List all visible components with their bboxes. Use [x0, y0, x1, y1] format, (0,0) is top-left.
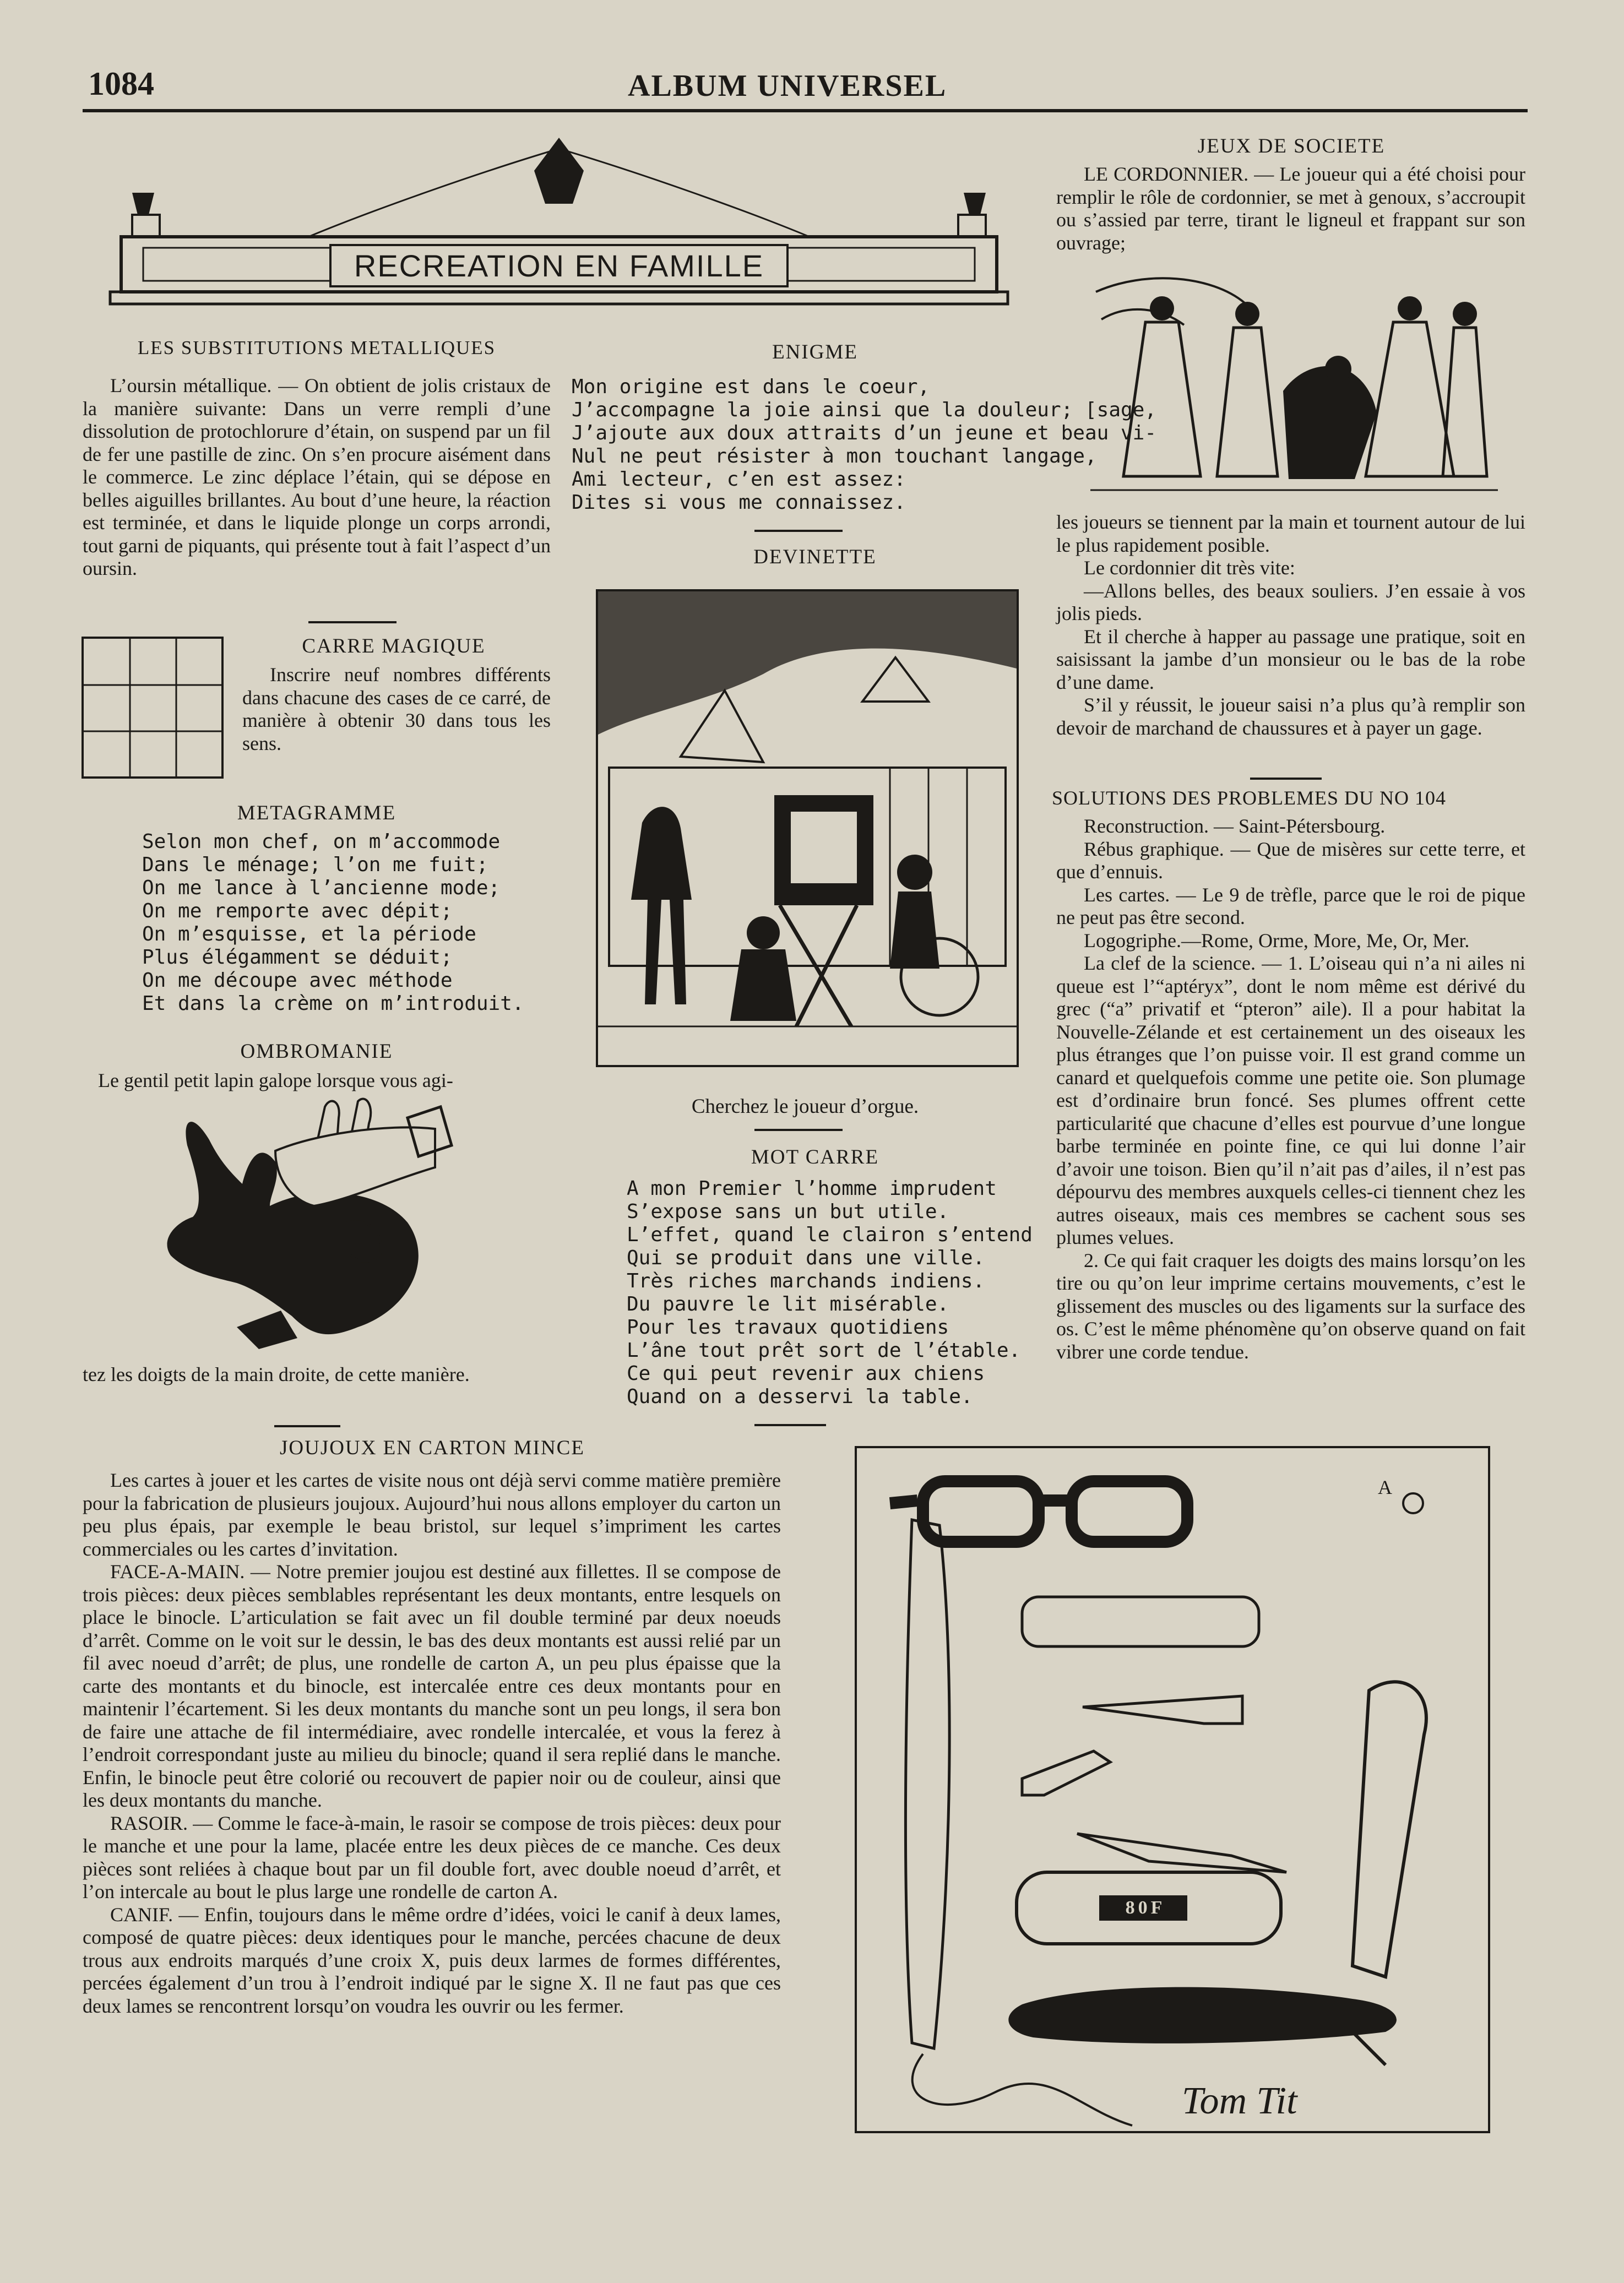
- knife-label: 80F: [1125, 1898, 1166, 1918]
- jeux-paragraph: —Allons belles, des beaux souliers. J’en essaie à vos jolis pieds.: [1056, 579, 1525, 624]
- solution-paragraph: Rébus graphique. — Que de misères sur cette terre, et que d’ennuis.: [1056, 838, 1525, 883]
- solution-paragraph: Reconstruction. — Saint-Pétersbourg.: [1084, 815, 1386, 837]
- rabbit-shadow: [149, 1096, 479, 1360]
- solution-paragraph: Logogriphe.—Rome, Orme, More, Me, Or, Mer.: [1084, 929, 1470, 952]
- journal-title: ALBUM UNIVERSEL: [628, 69, 947, 103]
- solutions-text: [1056, 815, 1525, 1363]
- magic-square-text: Inscrire neuf nombres différents dans chacune des cases de ce carré, de manière à obtenir 30 dans tous les sens.: [242, 664, 551, 754]
- substitutions-title: LES SUBSTITUTIONS METALLIQUES: [137, 337, 496, 358]
- separator: [754, 1129, 843, 1131]
- joujoux-paragraph: CANIF. — Enfin, toujours dans le même ordre d’idées, voici le canif à deux lames, composé de quatre pièces: deux identiques pour le manche, percées chacune de deux trous aux endroits marqués d’une croix X, puis deux larmes de formes différentes, percées également d’un trou à l’endroit indiqué par le signe X. Il ne faut pas que ces deux lames se rencontrent lorsqu’on voudra les ouvrir ou les fermer.: [83, 1903, 781, 2017]
- ombromanie-text-after: tez les doigts de la main droite, de cette manière.: [83, 1363, 470, 1385]
- mot-carre-verse: A mon Premier l’homme imprudent S’expose sans un but utile. L’effet, quand le clairon s’entend Qui se produit dans une ville. Très riches marchands indiens. Du pauvre le lit misérable. Pour les travaux quotidiens L’âne tout prêt sort de l’étable. Ce qui peut revenir aux chiens Quand on a desservi la table.: [627, 1177, 1033, 1408]
- separator: [754, 1424, 826, 1426]
- banner-title: RECREATION EN FAMILLE: [354, 248, 764, 283]
- joujoux-title: JOUJOUX EN CARTON MINCE: [280, 1437, 585, 1459]
- separator: [274, 1425, 340, 1427]
- jeux-text-bottom: [1056, 511, 1525, 740]
- cordonnier-paragraph: LE CORDONNIER. — Le joueur qui a été choisi pour remplir le rôle de cordonnier, se met à genoux, s’accroupit ou s’assied par terre, tirant le ligneul et frappant sur son ouvrage;: [1056, 163, 1525, 254]
- jeux-paragraph: Et il cherche à happer au passage une pratique, soit en saisissant la jambe d’un monsieur ou le bas de la robe d’une dame.: [1056, 625, 1525, 693]
- organ-grinder-illustration: [596, 589, 1019, 1067]
- banner-frame: [99, 127, 1019, 314]
- devinette-title: DEVINETTE: [753, 546, 877, 568]
- organ-grinder-scene: [598, 591, 1017, 1065]
- solution-paragraph: La clef de la science. — 1. L’oiseau qui n’a ni ailes ni queue est l’“aptéryx”, dont le nom même est dérivé du grec (“a” privatif et “pteron” aile). Il a pour habitat la Nouvelle-Zélande et est certainement un des oiseaux les plus étranges que l’on puisse voir. Il est grand comme un canard et quelquefois comme une petite oie. Son plumage est d’ordinaire brun foncé. Ses plumes offrent cette particularité que chacune d’elles est pourvue d’une longue barbe terminée en pointe fine, ce qui lui donne l’air d’avoir une toison. Bien qu’il n’ait pas d’ailes, il n’est pas dépourvu des membres auxquels celles-ci tiennent chez les autres oiseaux, mais ces membres se cachent sous ses plumes velues.: [1056, 952, 1525, 1248]
- solutions-title: SOLUTIONS DES PROBLEMES DU NO 104: [1052, 787, 1447, 809]
- solution-paragraph: 2. Ce qui fait craquer les doigts des mains lorsqu’on les tire ou qu’on leur imprime certains mouvements, c’est le glissement des muscles ou des ligaments sur la surface des os. C’est le même phénomène qu’on observe quand on fait vibrer une corde tendue.: [1056, 1249, 1525, 1363]
- ombromanie-title: OMBROMANIE: [240, 1040, 393, 1063]
- cardboard-toys-illustration: [855, 1446, 1490, 2133]
- joujoux-paragraph: Les cartes à jouer et les cartes de visite nous ont déjà servi comme matière première pour la fabrication de plusieurs joujoux. Aujourd’hui nous allons employer du carton un peu plus épais, par exemple le beau bristol, sur lequel s’impriment les cartes commerciales ou les cartes d’invitation.: [83, 1469, 781, 1560]
- jeux-title: JEUX DE SOCIETE: [1197, 135, 1386, 157]
- enigme-verse: Mon origine est dans le coeur, J’accompagne la joie ainsi que la douleur; [sage, J’ajoute aux doux attraits d’un jeune et beau vi- Nul ne peut résister à mon touchant langage, Ami lecteur, c’en est assez: Dites si vous me connaissez.: [572, 376, 1157, 514]
- magic-square-grid-lines: [82, 637, 224, 779]
- recreation-banner: [99, 127, 1019, 314]
- separator: [754, 530, 843, 532]
- separator: [1250, 778, 1322, 780]
- enigme-title: ENIGME: [772, 341, 858, 363]
- jeux-paragraph: S’il y réussit, le joueur saisi n’a plus qu’à remplir son devoir de marchand de chaussures et à payer un gage.: [1056, 694, 1525, 739]
- jeux-paragraph: les joueurs se tiennent par la main et tournent autour de lui le plus rapidement posible.: [1056, 511, 1525, 556]
- cordonnier-illustration: [1079, 270, 1503, 501]
- page-number: 1084: [88, 66, 154, 102]
- artist-signature: Tom Tit: [1182, 2080, 1297, 2122]
- metagramme-verse: Selon mon chef, on m’accommode Dans le ménage; l’on me fuit; On me lance à l’ancienne mode; On me remporte avec dépit; On m’esquisse, et la période Plus élégamment se déduit; On me découpe avec méthode Et dans la crème on m’introduit.: [142, 830, 524, 1015]
- joujoux-paragraph: FACE-A-MAIN. — Notre premier joujou est destiné aux fillettes. Il se compose de trois pièces: deux pièces semblables représentant les deux montants, entre lesquels on place le binocle. L’articulation se fait avec un fil double terminé par deux noeuds d’arrêt. Comme on le voit sur le dessin, le bas des deux montants est aussi relié par un fil avec noeud d’arrêt; de plus, une rondelle de carton A, un peu plus épaisse que la carte des montants et du binocle, est intercalée entre ces deux montants pour en maintenir l’écartement. Si les deux montants du manche sont un peu longs, il sera bon de faire une attache de fil intermédiaire, avec rondelle intercalée, et vous la ferez à l’endroit correspondant juste au milieu du binocle; quand il sera replié dans le manche. Enfin, le binocle peut être colorié ou recouvert de papier noir ou de couleur, ainsi que les deux montants du manche.: [83, 1561, 781, 1811]
- metagramme-title: METAGRAMME: [237, 802, 397, 824]
- joujoux-paragraph: RASOIR. — Comme le face-à-main, le rasoir se compose de trois pièces: deux pour le manche et une pour la lame, placée entre les deux pièces de ce manche. Ces deux pièces sont reliées à chaque bout par un fil double fort, avec double noeud d’arrêt, et l’on intercale au bout le plus large une rondelle de carton A.: [83, 1812, 781, 1902]
- separator: [308, 621, 397, 623]
- rondelle-label-a: A: [1378, 1476, 1392, 1498]
- solution-paragraph: Les cartes. — Le 9 de trèfle, parce que le roi de pique ne peut pas être second.: [1056, 883, 1525, 928]
- cordonnier-scene: [1079, 270, 1503, 501]
- jeux-paragraph: Le cordonnier dit très vite:: [1084, 557, 1295, 579]
- mot-carre-title: MOT CARRE: [751, 1146, 879, 1168]
- magic-square-title: CARRE MAGIQUE: [302, 635, 486, 657]
- magic-square-grid: [82, 637, 224, 779]
- cardboard-toys-drawing: [857, 1448, 1488, 2131]
- substitutions-text: L’oursin métallique. — On obtient de jolis cristaux de la manière suivante: Dans un verre rempli d’une dissolution de protochlorure d’étain, on suspend par un fil de fer une pastille de zinc. On s’en procure aisément dans le commerce. Le zinc déplace l’étain, qui se dépose en belles aiguilles brillantes. Au bout d’une heure, la réaction est terminée, et dans le liquide plonge un corps arrondi, tout garni de piquants, qui présente tout à fait l’aspect d’un oursin.: [83, 374, 551, 579]
- devinette-caption: Cherchez le joueur d’orgue.: [691, 1095, 919, 1118]
- header-rule: [83, 109, 1528, 112]
- joujoux-text: [83, 1469, 781, 2018]
- jeux-text-top: [1056, 163, 1525, 254]
- rabbit-shadow-illustration: [149, 1096, 479, 1360]
- ombromanie-text-before: Le gentil petit lapin galope lorsque vous agi-: [98, 1069, 453, 1091]
